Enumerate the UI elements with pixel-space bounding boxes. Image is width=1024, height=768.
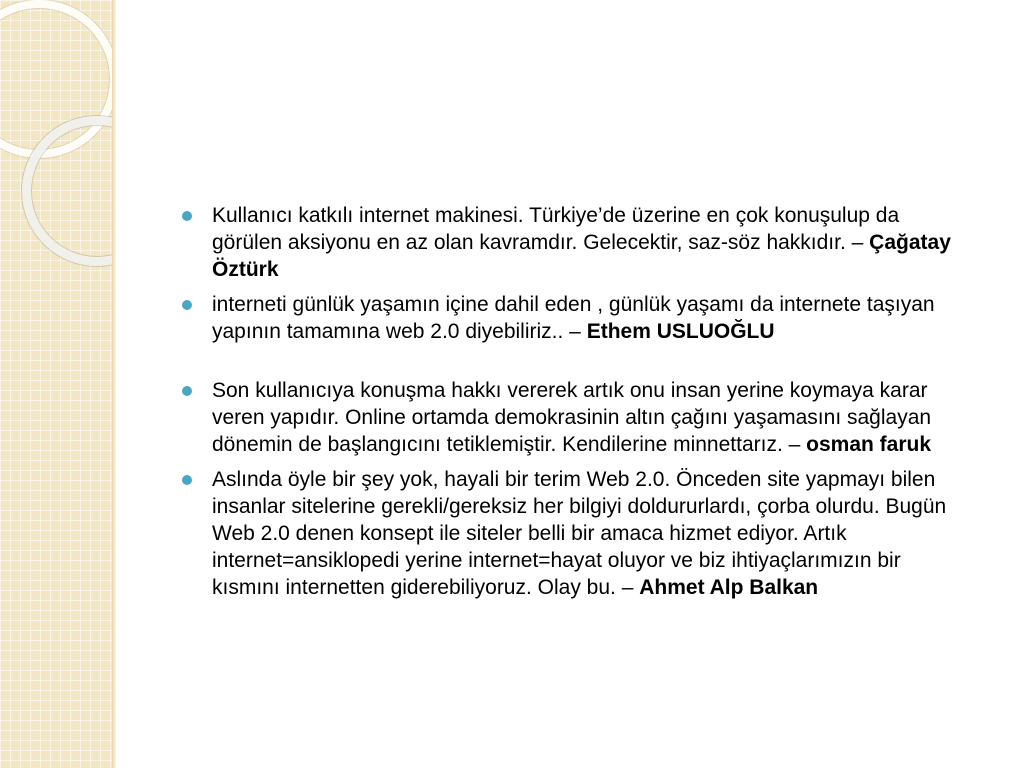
quote-item: [182, 466, 972, 601]
quote-author: Ethem USLUOĞLU: [586, 320, 775, 343]
sidebar-divider: [112, 0, 116, 768]
quote-item: [182, 377, 972, 458]
quote-list: [182, 202, 972, 601]
bullet-dot-icon: [182, 475, 192, 485]
quote-author: Ahmet Alp Balkan: [639, 576, 819, 599]
quote-text: Aslında öyle bir şey yok, hayali bir terim Web 2.0. Önceden site yapmayı bilen insanlar sitelerine gerekli/gereksiz her bilgiyi doldururlardı, çorba olurdu. Bugün Web 2.0 denen konsept ile siteler belli bir amaca hizmet ediyor. Artık internet=ansiklopedi yerine internet=hayat oluyor ve biz ihtiyaçlarımızın bir kısmını internetten giderebiliyoruz. Olay bu. –: [212, 468, 947, 599]
bullet-dot-icon: [182, 300, 192, 310]
quote-text: interneti günlük yaşamın içine dahil eden , günlük yaşamı da internete taşıyan yapının tamamına web 2.0 diyebiliriz.. –: [212, 293, 935, 343]
decorative-sidebar: [0, 0, 113, 768]
quote-item: [182, 202, 972, 283]
bullet-dot-icon: [182, 211, 192, 221]
quote-text: Kullanıcı katkılı internet makinesi. Türkiye’de üzerine en çok konuşulup da görülen aksiyonu en az olan kavramdır. Gelecektir, saz-söz hakkıdır. –: [212, 204, 900, 254]
quote-item: [182, 291, 972, 345]
bullet-dot-icon: [182, 386, 192, 396]
quote-author: osman faruk: [806, 433, 932, 456]
quote-text: Son kullanıcıya konuşma hakkı vererek artık onu insan yerine koymaya karar veren yapıdır. Online ortamda demokrasinin altın çağını yaşamasını sağlayan dönemin de başlangıcını tetiklemiştir. Kendilerine minnettarız. –: [212, 379, 932, 456]
quote-author: Çağatay Öztürk: [212, 231, 951, 281]
slide-content: [182, 202, 972, 609]
